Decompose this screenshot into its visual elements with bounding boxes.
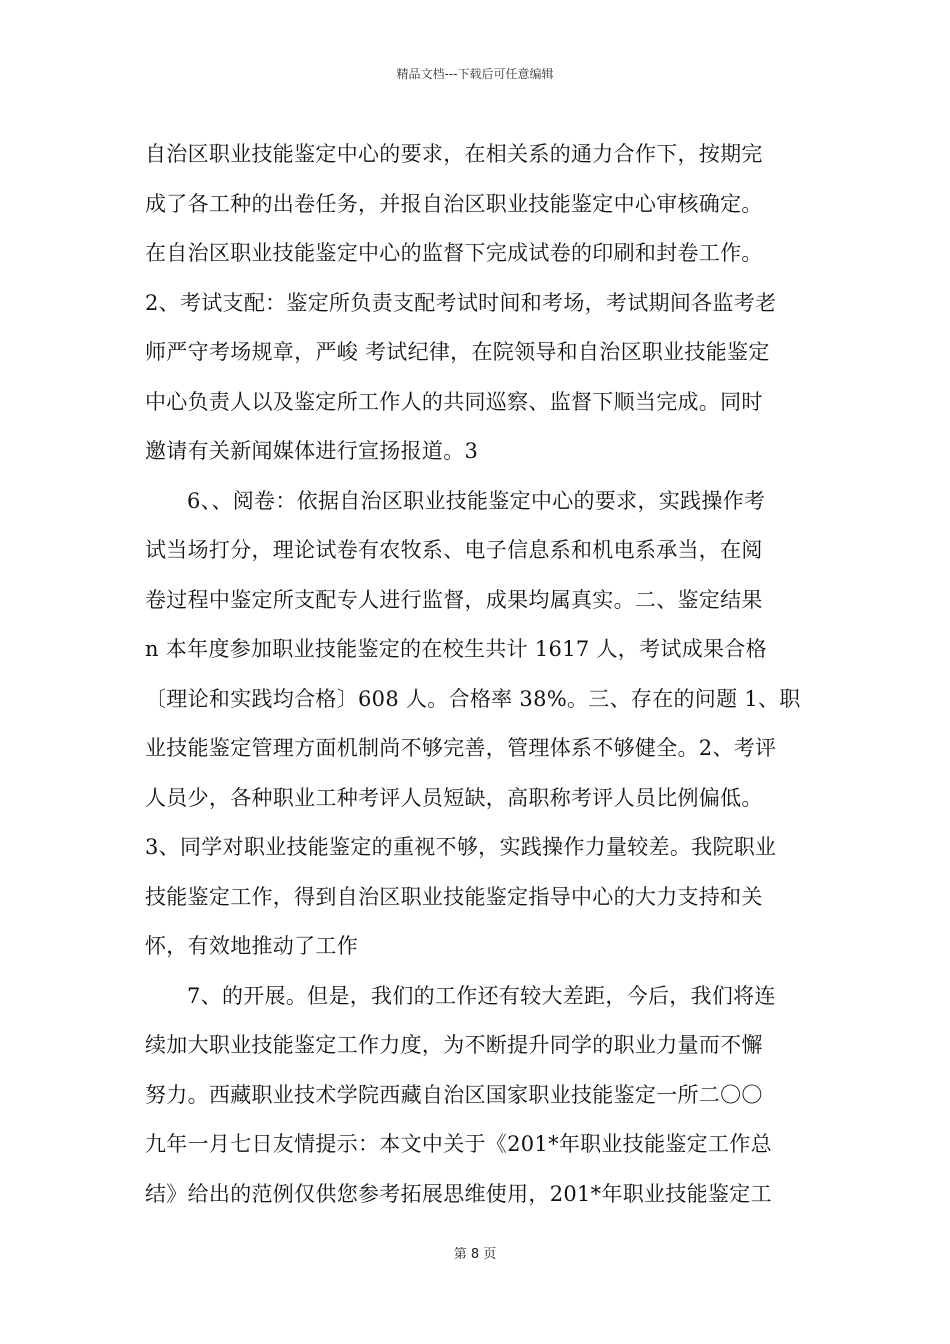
text-line: 成了各工种的出卷任务，并报自治区职业技能鉴定中心审核确定。 <box>145 191 763 216</box>
text-line: 2、考试支配：鉴定所负责支配考试时间和考场，考试期间各监考老 <box>145 290 777 315</box>
text-line: 中心负责人以及鉴定所工作人的共同巡察、监督下顺当完成。同时 <box>145 389 763 414</box>
text-line: n 本年度参加职业技能鉴定的在校生共计 1617 人，考试成果合格 <box>145 637 767 661</box>
page-header: 精品文档---下载后可任意编辑 <box>396 67 554 81</box>
text-line: 师严守考场规章，严峻 考试纪律，在院领导和自治区职业技能鉴定 <box>145 340 770 364</box>
document-body <box>145 130 825 1219</box>
text-line: 结》给出的范例仅供您参考拓展思维使用，201*年职业技能鉴定工 <box>145 1181 772 1206</box>
text-line: 试当场打分，理论试卷有农牧系、电子信息系和机电系承当，在阅 <box>145 538 763 562</box>
text-line: 邀请有关新闻媒体进行宣扬报道。3 <box>145 439 479 463</box>
page-number: 第 8 页 <box>453 1247 497 1262</box>
text-line: 九年一月七日友情提示：本文中关于《201*年职业技能鉴定工作总 <box>145 1132 772 1156</box>
paragraph-start-line: 7、的开展。但是，我们的工作还有较大差距，今后，我们将连 <box>187 983 776 1008</box>
text-line: 在自治区职业技能鉴定中心的监督下完成试卷的印刷和封卷工作。 <box>145 241 763 265</box>
text-line: 怀，有效地推动了工作 <box>145 934 358 958</box>
text-line: 技能鉴定工作，得到自治区职业技能鉴定指导中心的大力支持和关 <box>145 884 763 909</box>
text-line: 〔理论和实践均合格〕608 人。合格率 38%。三、存在的问题 1、职 <box>145 686 801 711</box>
text-line: 自治区职业技能鉴定中心的要求，在相关系的通力合作下，按期完 <box>145 142 763 166</box>
text-line: 业技能鉴定管理方面机制尚不够完善，管理体系不够健全。2、考评 <box>145 736 777 760</box>
paragraph-start-line: 6、、阅卷：依据自治区职业技能鉴定中心的要求，实践操作考 <box>187 488 766 513</box>
text-line: 续加大职业技能鉴定工作力度，为不断提升同学的职业力量而不懈 <box>145 1033 763 1057</box>
text-line: 3、同学对职业技能鉴定的重视不够，实践操作力量较差。我院职业 <box>145 835 777 859</box>
text-line: 人员少，各种职业工种考评人员短缺，高职称考评人员比例偏低。 <box>145 785 763 810</box>
text-line: 卷过程中鉴定所支配专人进行监督，成果均属真实。二、鉴定结果 <box>145 587 763 612</box>
text-line: 努力。西藏职业技术学院西藏自治区国家职业技能鉴定一所二〇〇 <box>145 1082 763 1107</box>
